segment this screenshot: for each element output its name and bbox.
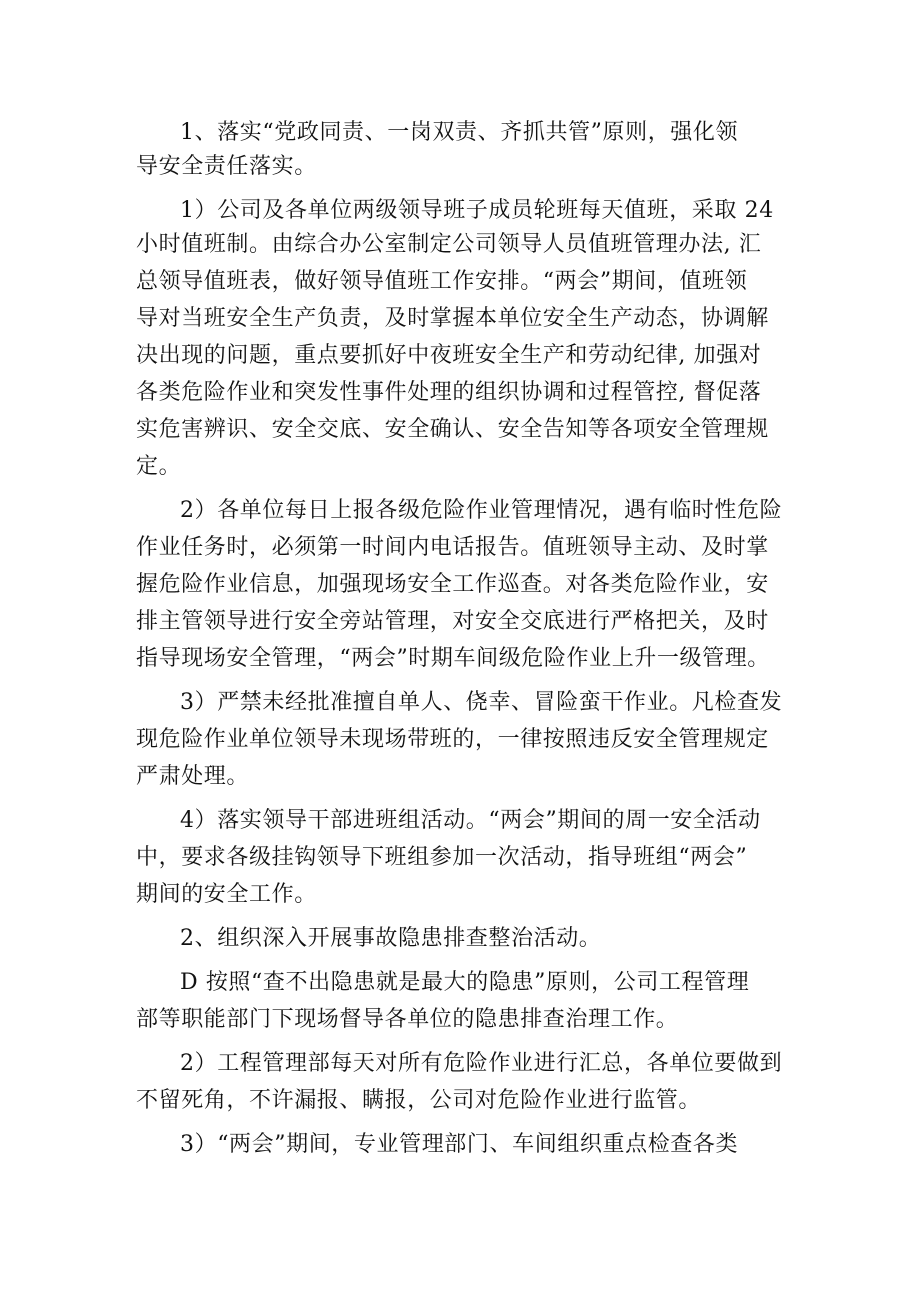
text-line: 3）“两会”期间，专业管理部门、车间组织重点检查各类 [180,1132,739,1157]
text-line: 导对当班安全生产负责，及时掌握本单位安全生产动态，协调解 [136,306,769,331]
text-line: 不留死角，不许漏报、瞒报，公司对危险作业进行监管。 [136,1088,702,1113]
text-line: 握危险作业信息，加强现场安全工作巡查。对各类危险作业，安 [136,572,769,597]
text-line: 中，要求各级挂钩领导下班组参加一次活动，指导班组“两会” [136,845,748,870]
text-line: 1）公司及各单位两级领导班子成员轮班每天值班，采取 24 [180,198,774,223]
text-line: 导安全责任落实。 [136,154,317,179]
text-line: 1、落实“党政同责、一岗双责、齐抓共管”原则，强化领 [180,120,739,145]
text-line: 各类危险作业和突发性事件处理的组织协调和过程管控, 督促落 [136,380,762,405]
text-line: 总领导值班表，做好领导值班工作安排。“两会”期间，值班领 [136,269,748,294]
text-line: 期间的安全工作。 [136,882,317,907]
text-line: 作业任务时，必须第一时间内电话报告。值班领导主动、及时掌 [136,535,769,560]
text-line: 定。 [136,454,182,479]
text-line: 现危险作业单位领导未现场带班的，一律按照违反安全管理规定 [136,727,769,752]
text-line: 实危害辨识、安全交底、安全确认、安全告知等各项安全管理规 [136,417,769,442]
text-line: 排主管领导进行安全旁站管理，对安全交底进行严格把关，及时 [136,609,769,634]
text-line: 2）各单位每日上报各级危险作业管理情况，遇有临时性危险 [180,498,783,523]
text-line: 严肃处理。 [136,764,250,789]
text-line: D 按照“查不出隐患就是最大的隐患”原则，公司工程管理 [180,970,750,995]
text-line: 3）严禁未经批准擅自单人、侥幸、冒险蛮干作业。凡检查发 [180,690,783,715]
text-line: 2）工程管理部每天对所有危险作业进行汇总，各单位要做到 [180,1051,783,1076]
text-line: 小时值班制。由综合办公室制定公司领导人员值班管理办法, 汇 [136,232,762,257]
text-line: 决出现的问题，重点要抓好中夜班安全生产和劳动纪律, 加强对 [136,343,762,368]
text-line: 4）落实领导干部进班组活动。“两会”期间的周一安全活动 [180,808,761,833]
text-line: 2、组织深入开展事故隐患排查整治活动。 [180,926,602,951]
text-line: 指导现场安全管理，“两会”时期车间级危险作业上升一级管理。 [136,646,770,671]
text-line: 部等职能部门下现场督导各单位的隐患排查治理工作。 [136,1007,679,1032]
